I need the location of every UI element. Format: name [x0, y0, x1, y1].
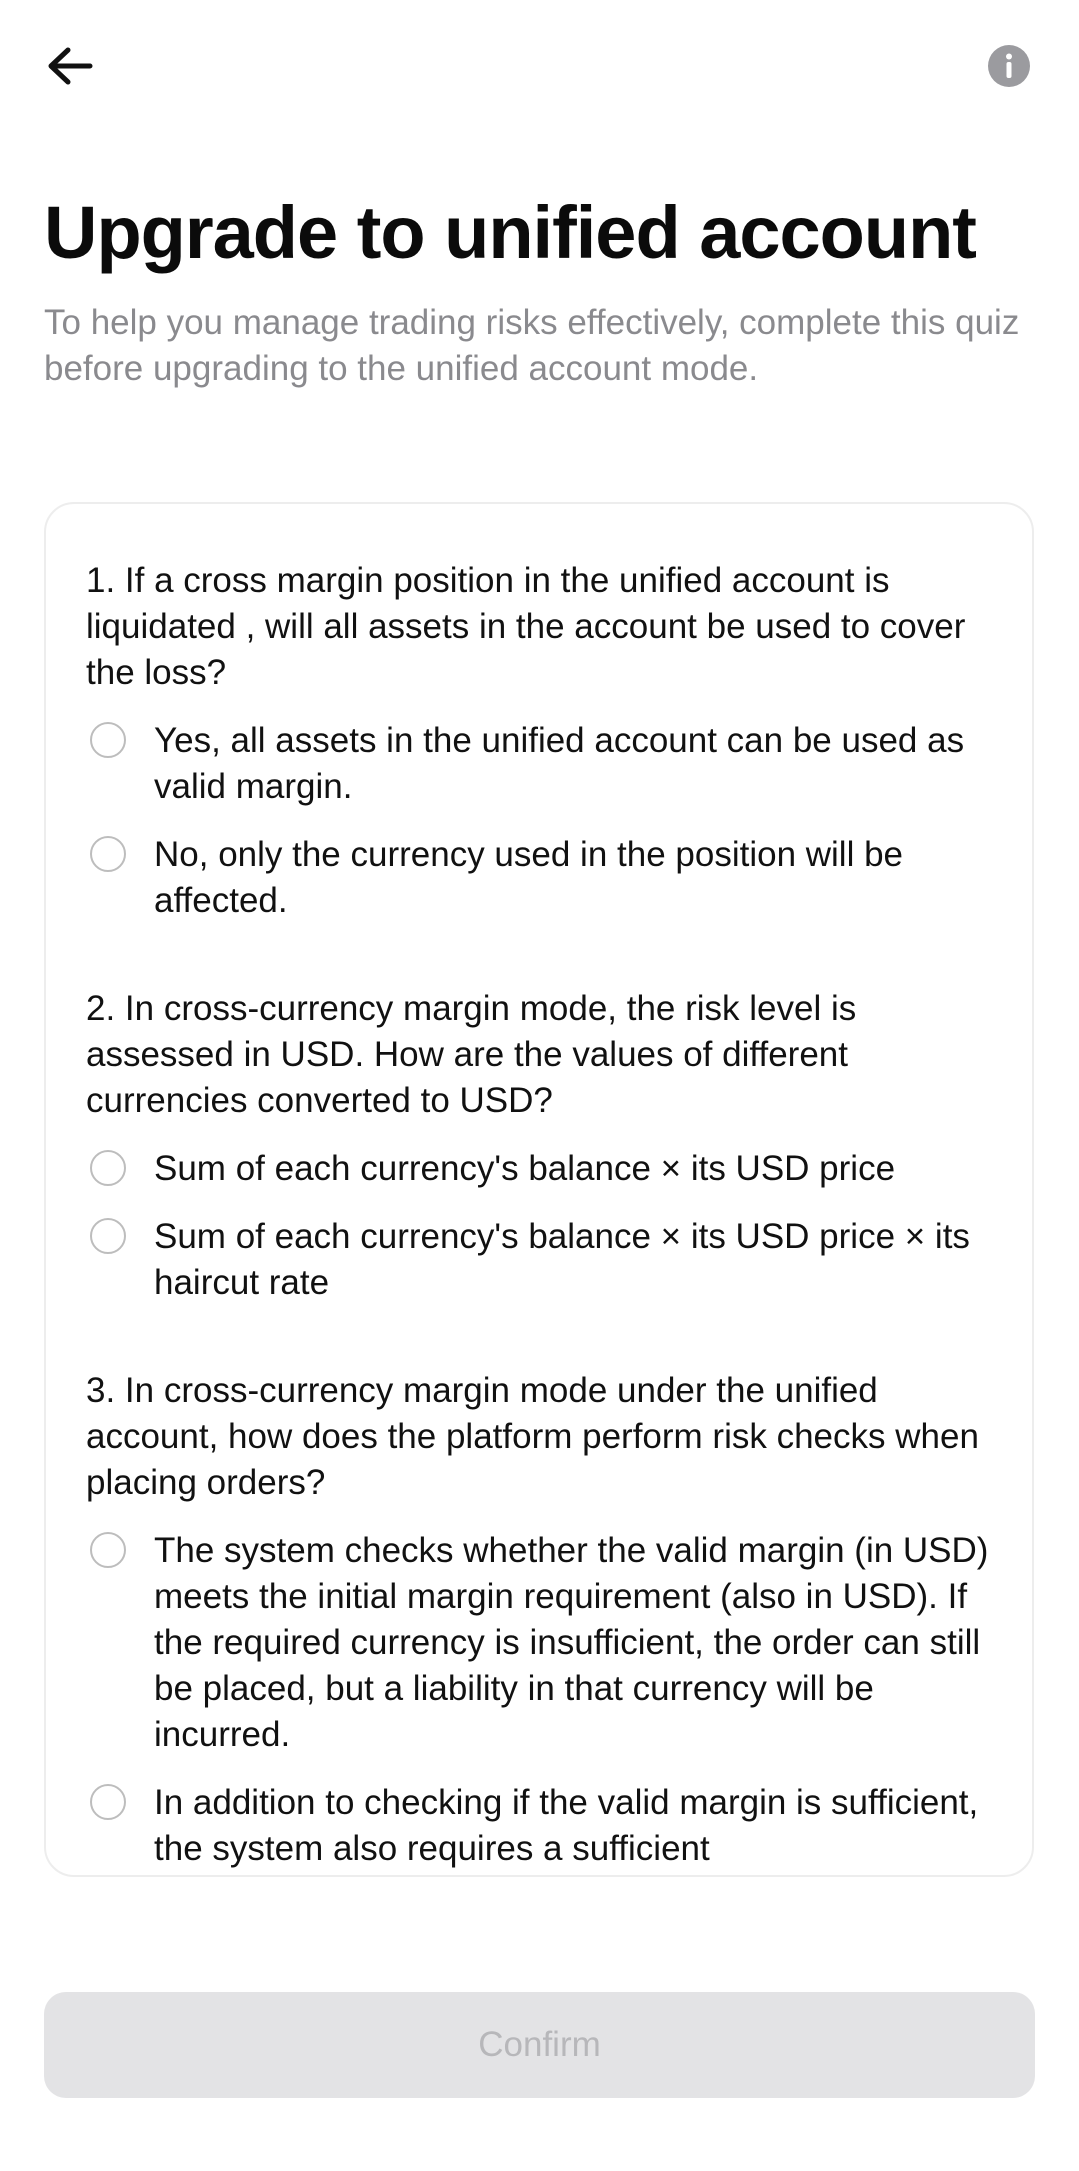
- quiz-card[interactable]: [44, 502, 1034, 1877]
- answer-option-label: The system checks whether the valid margin (in USD) meets the initial margin requirement (also in USD). If the required currency is insufficient, the order can still be placed, but a liability in that currency will be incurred.: [154, 1531, 989, 1754]
- radio-button[interactable]: [90, 1532, 126, 1568]
- answer-option[interactable]: [86, 1528, 1006, 1758]
- radio-button[interactable]: [90, 1784, 126, 1820]
- answer-option[interactable]: [86, 1214, 1006, 1306]
- quiz-question: [86, 986, 1006, 1306]
- answer-option-label: Sum of each currency's balance × its USD price × its haircut rate: [154, 1217, 970, 1302]
- answer-option-label: Sum of each currency's balance × its USD price: [154, 1149, 896, 1188]
- quiz-list: [86, 558, 1006, 1877]
- quiz-question: [86, 558, 1006, 924]
- page-subtitle: To help you manage trading risks effectively, complete this quiz before upgrading to the unified account mode.: [44, 303, 1020, 388]
- top-bar: [0, 0, 1079, 130]
- radio-button[interactable]: [90, 836, 126, 872]
- answer-option[interactable]: [86, 718, 1006, 810]
- info-button[interactable]: [979, 36, 1039, 96]
- arrow-left-icon: [46, 46, 94, 86]
- radio-button[interactable]: [90, 1150, 126, 1186]
- radio-button[interactable]: [90, 722, 126, 758]
- question-text: 2. In cross-currency margin mode, the risk level is assessed in USD. How are the values of different currencies converted to USD?: [86, 989, 857, 1120]
- question-text: 3. In cross-currency margin mode under the unified account, how does the platform perform risk checks when placing orders?: [86, 1371, 979, 1502]
- radio-button[interactable]: [90, 1218, 126, 1254]
- info-icon: [987, 44, 1031, 88]
- back-button[interactable]: [40, 36, 100, 96]
- answer-option[interactable]: [86, 1780, 1006, 1872]
- answer-option[interactable]: [86, 832, 1006, 924]
- question-text: 1. If a cross margin position in the unified account is liquidated , will all assets in the account be used to cover the loss?: [86, 561, 966, 692]
- page-title: Upgrade to unified account: [44, 191, 976, 274]
- quiz-question: [86, 1368, 1006, 1872]
- answer-option-label: In addition to checking if the valid margin is sufficient, the system also requires a sufficient: [154, 1783, 979, 1868]
- confirm-button[interactable]: Confirm: [44, 1992, 1035, 2098]
- answer-option-label: Yes, all assets in the unified account can be used as valid margin.: [154, 721, 965, 806]
- answer-option-label: No, only the currency used in the position will be affected.: [154, 835, 904, 920]
- answer-option[interactable]: [86, 1146, 1006, 1192]
